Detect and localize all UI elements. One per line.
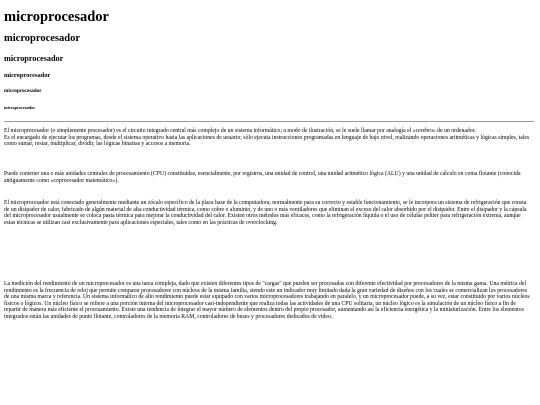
- heading-level-3: microprocesador: [4, 54, 64, 63]
- heading-level-5: microprocesador: [4, 88, 42, 94]
- horizontal-divider: [4, 121, 534, 122]
- paragraph-cpu-units: Puede contener una o más unidades centrales de procesamiento (CPU) constituidas, esencialmente, por registros, una unidad de control, una unidad aritmético lógica (ALU) y una unidad de cálculo en coma flotante (conocida antiguamente como «coprocesador matemático»).: [4, 171, 521, 184]
- paragraph-definition: [4, 128, 530, 148]
- paragraph-performance: La medición del rendimiento de un microprocesador es una tarea compleja, dado que existen diferentes tipos de "cargas" que pueden ser procesadas con diferente efectividad por procesadores de la misma gama. Una métrica del rendimiento es la frecuencia de reloj que permite comparar procesadores con núcleos de la misma familia, siendo este un indicador muy limitado dada la gran variedad de diseños con los cuales se comercializan los procesadores de una misma marca y referencia. Un sistema informático de alto rendimiento puede estar equipado con varios microprocesadores trabajando en paralelo, y un microprocesador puede, a su vez, estar constituido por varios núcleos físicos o lógicos. Un núcleo físico se refiere a una porción interna del microprocesador casi-independiente que realiza todas las actividades de una CPU solitaria, un núcleo lógico es la simulación de un núcleo físico a fin de repartir de manera más eficiente el procesamiento. Existe una tendencia de integrar el mayor número de elementos dentro del propio procesador, aumentando así la eficiencia energética y la miniaturización. Entre los elementos integrados están las unidades de punto flotante, controladores de la memoria RAM, controladores de buses y procesadores dedicados de video.: [4, 281, 530, 320]
- paragraph-definition-line-2: Es el encargado de ejecutar los programas, desde el sistema operativo hasta las aplicaciones de usuario; sólo ejecuta instrucciones programadas en lenguaje de bajo nivel, realizando operaciones aritméticas y lógicas simples, tales como sumar, restar, multiplicar, dividir, las lógicas binarias y accesos a memoria.: [4, 134, 530, 148]
- heading-level-4: microprocesador: [4, 72, 51, 79]
- heading-level-2: microprocesador: [4, 33, 81, 44]
- heading-level-6: microprocesador: [4, 105, 36, 110]
- paragraph-cooling: El microprocesador está conectado generalmente mediante un zócalo específico de la placa base de la computadora; normalmente para su correcto y estable funcionamiento, se le incorpora un sistema de refrigeración que consta de un disipador de calor, fabricado de algún material de alta conductividad térmica, como cobre o aluminio, y de uno o más ventiladores que eliminan el exceso del calor absorbido por el disipador. Entre el disipador y la cápsula del microprocesador usualmente se coloca pasta térmica para mejorar la conductividad del calor. Existen otros métodos más eficaces, como la refrigeración líquida o el uso de células peltier para refrigeración extrema, aunque estas técnicas se utilizan casi exclusivamente para aplicaciones especiales, tales como en las prácticas de overclocking.: [4, 200, 527, 226]
- paragraph-definition-line-1: El microprocesador (o simplemente procesador) es el circuito integrado central más complejo de un sistema informático; a modo de ilustración, se le suele llamar por analogía el «cerebro» de un ordenador.: [4, 128, 476, 134]
- heading-level-1: microprocesador: [4, 9, 109, 25]
